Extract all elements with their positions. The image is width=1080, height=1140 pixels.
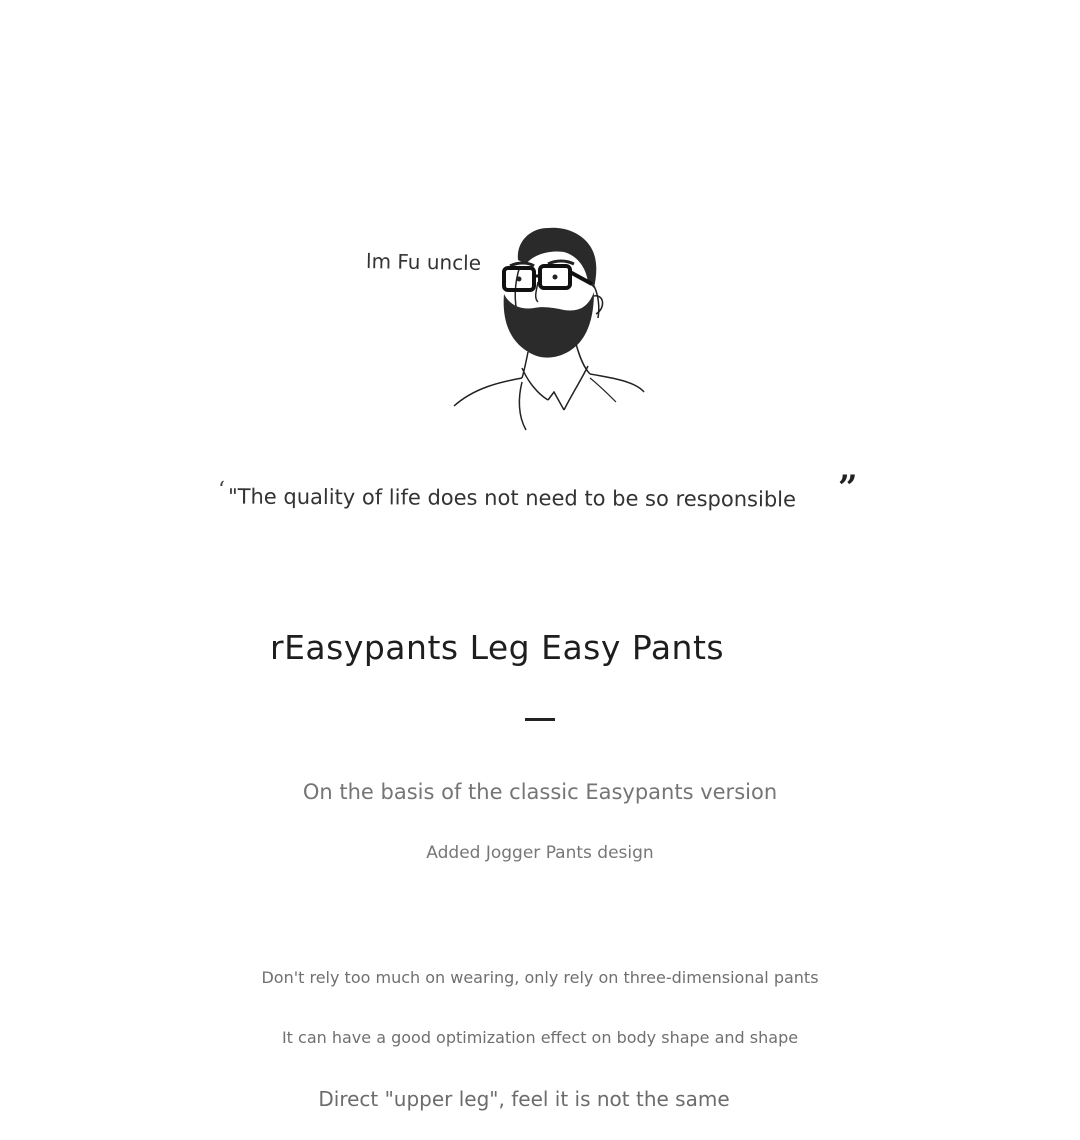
quote-close-mark: ” (838, 468, 858, 508)
description-line-3: Don't rely too much on wearing, only rely on three-dimensional pants (261, 968, 819, 987)
title-divider (525, 718, 555, 721)
quote-open-mark: ‘ (218, 478, 225, 503)
bearded-man-portrait-icon (448, 222, 654, 434)
description-line-5: Direct "upper leg", feel it is not the same (318, 1087, 730, 1111)
description-line-4: It can have a good optimization effect on body shape and shape (281, 1028, 799, 1047)
description-line-1: On the basis of the classic Easypants version (302, 780, 778, 804)
product-title: rEasypants Leg Easy Pants (270, 628, 725, 667)
description-line-2: Added Jogger Pants design (426, 843, 654, 863)
quote-text: "The quality of life does not need to be so responsible (227, 484, 797, 512)
author-name-label: lm Fu uncle (365, 248, 482, 276)
